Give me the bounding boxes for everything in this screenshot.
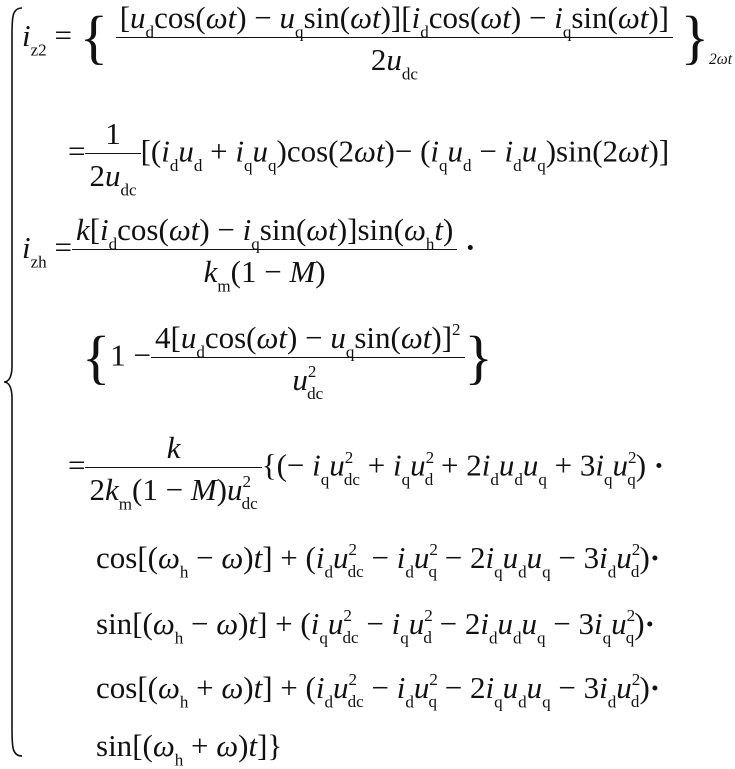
close-brace: } xyxy=(464,325,493,391)
equation-line-3 xyxy=(22,212,476,296)
fraction-line-2 xyxy=(85,116,140,200)
fraction-line-4 xyxy=(151,320,465,404)
equals-sign: = xyxy=(68,447,86,483)
numerator-line-2: 1 xyxy=(105,116,121,151)
lhs-iz2: $i_{z2}$ xyxy=(22,17,47,59)
open-brace: { xyxy=(82,325,111,391)
equation-line-4 xyxy=(82,320,493,404)
equation-line-6: $\cos[(\omega_h - \omega)t] + (i_du^2_{dc} - i_du^2_q - 2i_qu_du_q - 3i_du^2_d)\cdot$ xyxy=(96,540,661,582)
multiply-dot: · xyxy=(465,229,476,265)
numerator-line-1: $[u_d\cos(\omega t) - u_q\sin(\omega t)][i_d\cos(\omega t) - i_q\sin(\omega t)]$ xyxy=(119,0,669,42)
equation-line-8: $\cos[(\omega_h + \omega)t] + (i_du^2_{dc} - i_du^2_q - 2i_qu_du_q - 3i_du^2_d)\cdot$ xyxy=(96,670,661,712)
open-brace: { xyxy=(79,5,108,71)
equation-line-5: = $\frac{k}{2k_m(1 - M)u^2_{dc}}$ {(− $i_qu^2_{dc} + i_qu^2_d + 2i_du_du_q + 3i_qu^2_q$) · xyxy=(68,430,665,514)
one-minus: 1 − xyxy=(110,337,152,373)
fraction-line-1 xyxy=(116,0,673,84)
numerator-line-5: k xyxy=(166,430,181,465)
equals-sign: = xyxy=(68,133,86,169)
equals-sign: = xyxy=(46,229,72,265)
equals-sign: = xyxy=(54,17,80,53)
denominator-line-1: $2u_{dc}$ xyxy=(116,37,673,75)
equation-line-1: $i_{z2}$ = { $\frac{[u_d\cos(\omega t) - u_q\sin(\omega t)][i_d\cos(\omega t) - i_q\sin(\omega t)]}{2u_{dc}}$ }$_{2\omega t}$ xyxy=(22,0,733,84)
equation-line-2: = $\frac{1}{2u_{dc}}$ $[(i_du_d + i_qu_q)\cos(2\omega t)- (i_qu_d - i_du_q)\sin(2\omega t)]$ xyxy=(68,116,670,200)
denominator-line-3: $k_m(1 - M)$ xyxy=(72,249,457,287)
left-brace xyxy=(2,6,24,758)
fraction-line-5 xyxy=(85,430,261,514)
numerator-line-4: $4[u_d\cos(\omega t) - u_q\sin(\omega t)]^2$ xyxy=(155,320,461,362)
lhs-izh: $i_{zh}$ xyxy=(22,229,47,271)
close-brace: } xyxy=(680,5,710,71)
denominator-line-5: $2k_m(1 - M)u^2_{dc}$ xyxy=(85,467,261,505)
numerator-line-3: $k[i_d\cos(\omega t) - i_q\sin(\omega t)]\sin(\omega_ht)$ xyxy=(75,212,454,254)
denominator-line-2: $2u_{dc}$ xyxy=(85,153,140,191)
fraction-line-3 xyxy=(72,212,457,296)
denominator-line-4: $u^2_{dc}$ xyxy=(151,357,465,395)
equation-line-9: $\sin[(\omega_h + \omega)t]$} xyxy=(96,728,283,769)
equation-line-7: $\sin[(\omega_h - \omega)t] + (i_qu^2_{dc} - i_qu^2_d - 2i_du_du_q - 3i_qu^2_q)\cdot$ xyxy=(96,606,655,648)
